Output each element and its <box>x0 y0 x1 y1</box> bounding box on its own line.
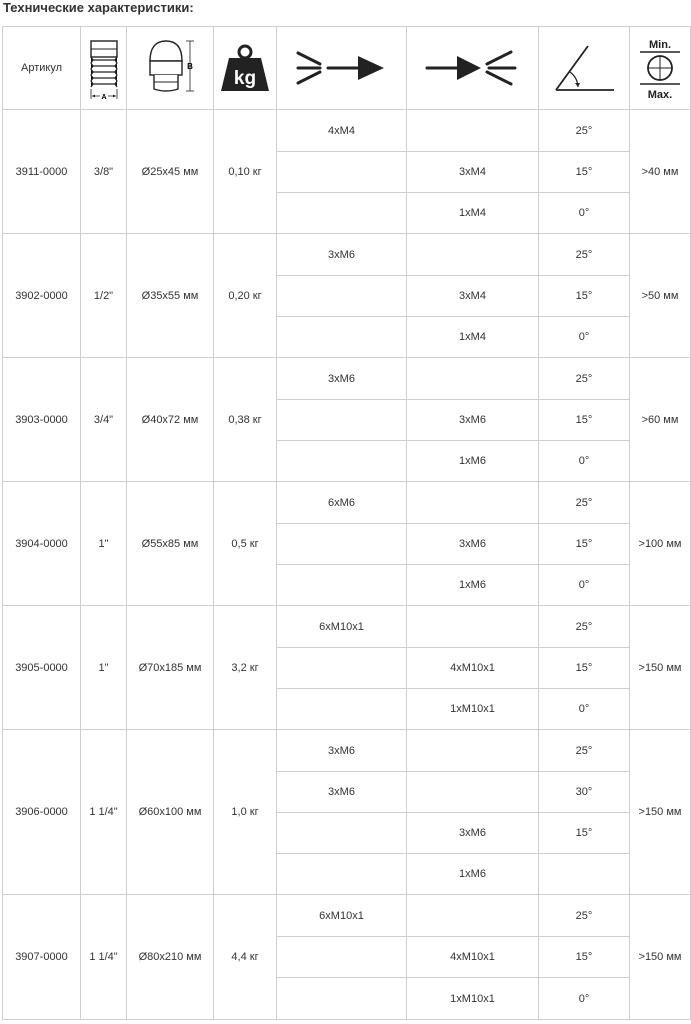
table-row <box>3 358 691 400</box>
spray-angle-cell: 25° <box>539 730 630 772</box>
article-cell: 3906-0000 <box>3 730 81 895</box>
backward-jets-cell: 1xM6 <box>407 565 539 606</box>
thread-size-cell: 1/2" <box>81 234 127 358</box>
article-cell: 3911-0000 <box>3 110 81 234</box>
pipe-diameter-cell: >150 мм <box>630 606 691 730</box>
spray-angle-cell: 0° <box>539 441 630 482</box>
forward-jets-cell: 3xM6 <box>277 234 407 276</box>
table-row <box>3 482 691 524</box>
min-label: Min. <box>649 39 671 51</box>
backward-jets-cell: 4xM10x1 <box>407 648 539 689</box>
forward-jets-cell <box>277 937 407 978</box>
nozzle-size-cell: Ø80x210 мм <box>127 895 214 1020</box>
backward-jets-cell <box>407 606 539 648</box>
header-spray-angle <box>539 27 630 110</box>
pipe-diameter-cell: >40 мм <box>630 110 691 234</box>
header-pipe-diameter <box>630 27 691 110</box>
spray-angle-cell: 15° <box>539 400 630 441</box>
max-label: Max. <box>647 89 673 100</box>
article-cell: 3907-0000 <box>3 895 81 1020</box>
pipe-diameter-min-max-icon <box>634 36 686 100</box>
table-row <box>3 730 691 772</box>
table-row <box>3 234 691 276</box>
forward-jets-cell <box>277 648 407 689</box>
spray-angle-cell: 15° <box>539 813 630 854</box>
nozzle-size-cell: Ø35x55 мм <box>127 234 214 358</box>
header-nozzle <box>127 27 214 110</box>
thread-size-cell: 1" <box>81 482 127 606</box>
thread-size-cell: 3/4" <box>81 358 127 482</box>
spray-angle-cell: 0° <box>539 565 630 606</box>
weight-cell: 0,5 кг <box>214 482 277 606</box>
spray-angle-cell: 25° <box>539 234 630 276</box>
spray-angle-cell: 15° <box>539 152 630 193</box>
spray-angle-cell: 15° <box>539 937 630 978</box>
nozzle-size-cell: Ø55x85 мм <box>127 482 214 606</box>
article-cell: 3904-0000 <box>3 482 81 606</box>
thread-label: A <box>100 94 107 101</box>
forward-jets-cell: 4xM4 <box>277 110 407 152</box>
weight-cell: 0,38 кг <box>214 358 277 482</box>
header-forward-jets <box>277 27 407 110</box>
spray-angle-cell: 0° <box>539 193 630 234</box>
nozzle-label: B <box>187 62 193 71</box>
header-thread <box>81 27 127 110</box>
forward-jets-cell: 6xM6 <box>277 482 407 524</box>
thread-size-cell: 1" <box>81 606 127 730</box>
weight-label: kg <box>233 68 257 89</box>
forward-jets-cell <box>277 400 407 441</box>
backward-jets-cell: 1xM6 <box>407 441 539 482</box>
spray-angle-cell <box>539 854 630 895</box>
thread-dimension-icon <box>84 35 124 101</box>
backward-jets-cell: 3xM4 <box>407 152 539 193</box>
spray-angle-cell: 15° <box>539 276 630 317</box>
forward-jets-cell <box>277 193 407 234</box>
spray-angle-cell: 25° <box>539 482 630 524</box>
nozzle-dimension-icon <box>140 35 200 101</box>
backward-jets-cell <box>407 895 539 937</box>
weight-cell: 4,4 кг <box>214 895 277 1020</box>
spray-angle-cell: 25° <box>539 606 630 648</box>
pipe-diameter-cell: >150 мм <box>630 895 691 1020</box>
article-cell: 3902-0000 <box>3 234 81 358</box>
backward-jets-cell: 3xM6 <box>407 813 539 854</box>
forward-jets-cell <box>277 276 407 317</box>
forward-jets-cell: 3xM6 <box>277 772 407 813</box>
forward-jets-cell <box>277 565 407 606</box>
nozzle-size-cell: Ø60x100 мм <box>127 730 214 895</box>
forward-jets-cell <box>277 441 407 482</box>
header-row <box>3 27 691 110</box>
spray-angle-cell: 15° <box>539 524 630 565</box>
spray-angle-icon <box>548 38 620 98</box>
specs-table-body <box>3 110 691 1020</box>
spray-angle-cell: 0° <box>539 689 630 730</box>
thread-size-cell: 1 1/4" <box>81 730 127 895</box>
backward-jets-cell: 3xM6 <box>407 400 539 441</box>
article-cell: 3903-0000 <box>3 358 81 482</box>
spray-angle-cell: 25° <box>539 110 630 152</box>
forward-jets-cell <box>277 978 407 1020</box>
pipe-diameter-cell: >60 мм <box>630 358 691 482</box>
forward-jets-cell <box>277 152 407 193</box>
backward-jets-cell <box>407 110 539 152</box>
backward-jets-cell <box>407 772 539 813</box>
weight-cell: 0,20 кг <box>214 234 277 358</box>
backward-jets-cell: 1xM4 <box>407 317 539 358</box>
backward-jets-icon <box>423 43 523 93</box>
thread-size-cell: 1 1/4" <box>81 895 127 1020</box>
table-row <box>3 606 691 648</box>
pipe-diameter-cell: >150 мм <box>630 730 691 895</box>
article-cell: 3905-0000 <box>3 606 81 730</box>
forward-jets-cell: 3xM6 <box>277 730 407 772</box>
weight-cell: 0,10 кг <box>214 110 277 234</box>
backward-jets-cell <box>407 482 539 524</box>
forward-jets-cell <box>277 854 407 895</box>
table-row <box>3 110 691 152</box>
spray-angle-cell: 30° <box>539 772 630 813</box>
backward-jets-cell: 1xM6 <box>407 854 539 895</box>
backward-jets-cell: 3xM4 <box>407 276 539 317</box>
backward-jets-cell: 4xM10x1 <box>407 937 539 978</box>
pipe-diameter-cell: >50 мм <box>630 234 691 358</box>
page-title: Технические характеристики: <box>3 0 194 15</box>
forward-jets-cell <box>277 813 407 854</box>
nozzle-size-cell: Ø40x72 мм <box>127 358 214 482</box>
backward-jets-cell: 3xM6 <box>407 524 539 565</box>
weight-cell: 3,2 кг <box>214 606 277 730</box>
weight-cell: 1,0 кг <box>214 730 277 895</box>
forward-jets-icon <box>292 43 392 93</box>
forward-jets-cell: 3xM6 <box>277 358 407 400</box>
forward-jets-cell: 6xM10x1 <box>277 895 407 937</box>
backward-jets-cell: 1xM4 <box>407 193 539 234</box>
backward-jets-cell <box>407 358 539 400</box>
header-weight <box>214 27 277 110</box>
thread-size-cell: 3/8" <box>81 110 127 234</box>
forward-jets-cell <box>277 524 407 565</box>
pipe-diameter-cell: >100 мм <box>630 482 691 606</box>
backward-jets-cell <box>407 234 539 276</box>
header-backward-jets <box>407 27 539 110</box>
forward-jets-cell <box>277 689 407 730</box>
spray-angle-cell: 25° <box>539 358 630 400</box>
header-article: Артикул <box>3 27 81 110</box>
forward-jets-cell <box>277 317 407 358</box>
spray-angle-cell: 25° <box>539 895 630 937</box>
forward-jets-cell: 6xM10x1 <box>277 606 407 648</box>
weight-icon <box>219 43 271 93</box>
spray-angle-cell: 0° <box>539 978 630 1020</box>
table-row <box>3 895 691 937</box>
backward-jets-cell: 1xM10x1 <box>407 978 539 1020</box>
spray-angle-cell: 0° <box>539 317 630 358</box>
nozzle-size-cell: Ø25x45 мм <box>127 110 214 234</box>
backward-jets-cell: 1xM10x1 <box>407 689 539 730</box>
nozzle-size-cell: Ø70x185 мм <box>127 606 214 730</box>
specs-table <box>2 26 691 1020</box>
spray-angle-cell: 15° <box>539 648 630 689</box>
backward-jets-cell <box>407 730 539 772</box>
